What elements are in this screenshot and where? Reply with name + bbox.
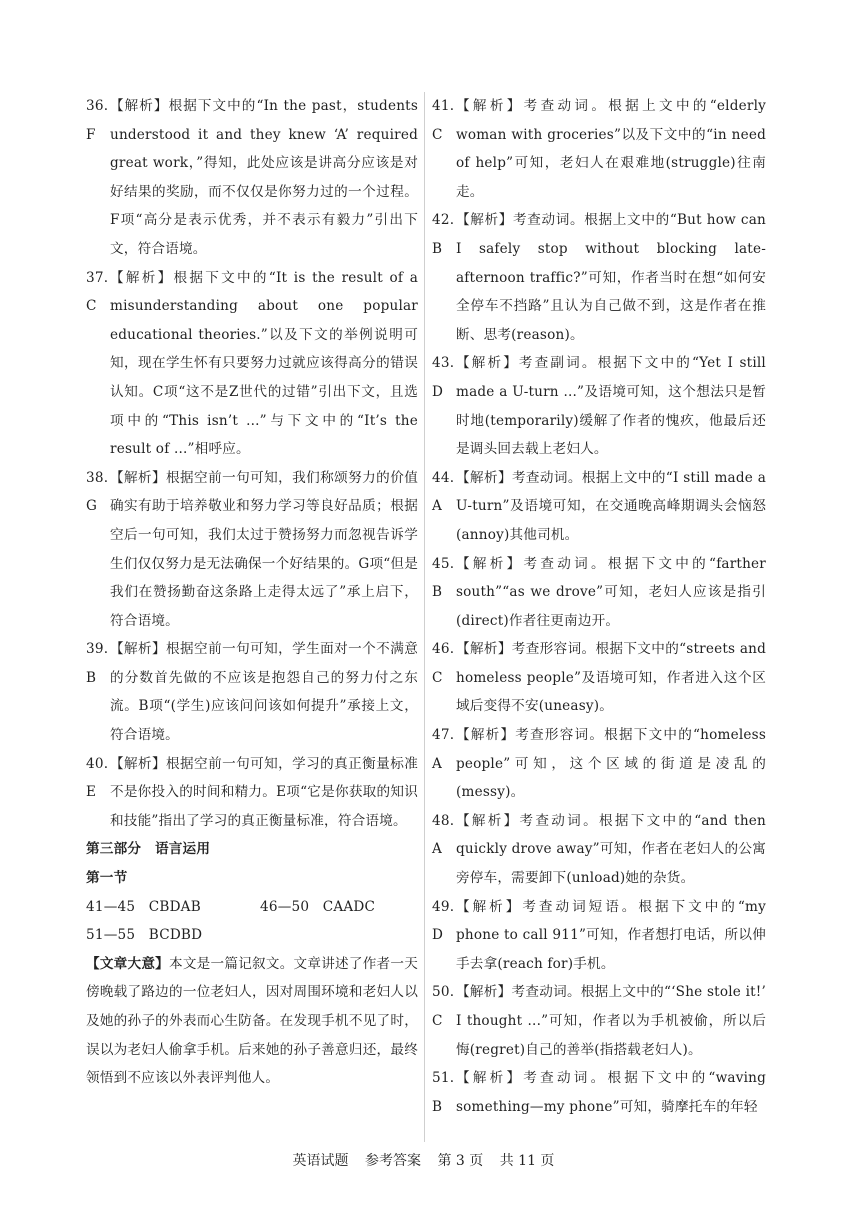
answer-range: 41—45 — [86, 898, 136, 915]
item-number: 51. B — [432, 1070, 455, 1115]
item-number: 36. F — [86, 98, 109, 143]
answer-range: 51—55 — [86, 927, 136, 944]
item-text: 【解析】根据空前一句可知，我们称颂努力的价值确实有助于培养敬业和努力学习等良好品质；根据空后一句可知，我们太过于赞扬努力而忽视告诉学生们仅仅努力是无法确保一个好结果的。G项“但是我们在赞扬勤奋这条路上走得太远了”承上启下，符合语境。 — [110, 469, 418, 629]
answer-item-36 — [86, 92, 418, 264]
answer-item-37 — [86, 264, 418, 464]
item-text: 【解析】考查动词。根据上文中的“I still made a U-turn”及语境可知，在交通晚高峰期调头会恼怒(annoy)其他司机。 — [456, 469, 766, 543]
item-number: 48. A — [432, 812, 455, 858]
summary-label: 【文章大意】 — [86, 955, 170, 972]
answer-item-51 — [432, 1064, 766, 1121]
item-number: 49. D — [432, 898, 455, 944]
answer-item-39 — [86, 635, 418, 749]
item-text: 【解析】考查动词短语。根据下文中的“my phone to call 911”可知，作者想打电话，所以伸手去拿(reach for)手机。 — [456, 898, 766, 972]
footer-subject: 英语试题 — [292, 1153, 349, 1169]
footer-page-number: 第 3 页 — [437, 1153, 484, 1169]
answer-group — [86, 893, 260, 922]
item-text: 【解析】根据空前一句可知，学习的真正衡量标准不是你投入的时间和精力。E项“它是你获取的知识和技能”指出了学习的真正衡量标准，符合语境。 — [110, 755, 418, 829]
item-number: 40. E — [86, 755, 109, 801]
item-number: 41. C — [432, 98, 455, 143]
footer-doc-type: 参考答案 — [365, 1153, 421, 1169]
page-footer — [0, 1150, 847, 1170]
answer-item-44 — [432, 464, 766, 550]
answer-item-49 — [432, 893, 766, 979]
footer-page-total: 共 11 页 — [499, 1153, 555, 1169]
item-number: 47. A — [432, 727, 455, 772]
item-text: 【解析】考查形容词。根据下文中的“homeless people”可知，这个区域的街道是凌乱的(messy)。 — [456, 727, 766, 801]
answer-value: BCDBD — [148, 927, 203, 944]
right-column — [432, 92, 766, 1121]
section-title: 第一节 — [86, 870, 128, 887]
item-number: 42. B — [432, 212, 455, 257]
answer-item-42 — [432, 206, 766, 349]
answer-item-48 — [432, 807, 766, 893]
answer-item-41 — [432, 92, 766, 206]
answer-item-40 — [86, 750, 418, 836]
item-text: 【解析】根据空前一句可知，学生面对一个不满意的分数首先做的不应该是抱怨自己的努力付之东流。B项“(学生)应该问问该如何提升”承接上文，符合语境。 — [110, 641, 418, 744]
answer-item-50 — [432, 978, 766, 1064]
item-number: 45. B — [432, 555, 455, 601]
part-title: 第三部分 语言运用 — [86, 841, 211, 858]
column-divider — [424, 92, 425, 1142]
item-text: 【解析】考查动词。根据上文中的“elderly woman with groceries”以及下文中的“in need of help”可知，老妇人在艰难地(struggle)往南走。 — [456, 98, 766, 200]
item-number: 37. C — [86, 269, 109, 315]
item-number: 44. A — [432, 469, 455, 515]
item-number: 43. D — [432, 355, 455, 400]
item-text: 【解析】考查副词。根据下文中的“Yet I still made a U-turn ...”及语境可知，这个想法只是暂时地(temporarily)缓解了作者的愧疚，他最后还是调头回去载上老妇人。 — [456, 355, 766, 458]
item-text: 【解析】考查动词。根据上文中的“But how can I safely stop without blocking late-afternoon traffic?”可知，作者当时在想“如何安全停车不挡路”且认为自己做不到，这是作者在推断、思考(reason)。 — [456, 212, 766, 343]
answer-item-47 — [432, 721, 766, 807]
item-number: 39. B — [86, 641, 109, 686]
item-number: 46. C — [432, 641, 455, 686]
item-text: 【解析】考查动词。根据下文中的“and then quickly drove away”可知，作者在老妇人的公寓旁停车，需要卸下(unload)她的杂货。 — [456, 812, 766, 887]
item-text: 【解析】考查动词。根据上文中的“‘She stole it!’ I thought ...”可知，作者以为手机被偷，所以后悔(regret)自己的善举(指搭载老妇人)。 — [456, 984, 766, 1058]
answer-item-46 — [432, 635, 766, 721]
item-text: 【解析】根据下文中的“It is the result of a misunderstanding about one popular educational theories.”以及下文的举例说明可知，现在学生怀有只要努力过就应该得高分的错误认知。C项“这不是Z世代的过错”引出下文，且选项中的“This isn’t ...”与下文中的“It’s the result of ...”相呼应。 — [110, 269, 418, 458]
answer-value: CBDAB — [148, 898, 201, 915]
item-text: 【解析】考查形容词。根据下文中的“streets and homeless people”及语境可知，作者进入这个区域后变得不安(uneasy)。 — [456, 641, 766, 715]
answer-key-row — [86, 921, 418, 950]
article-summary — [86, 950, 418, 1093]
answer-item-38 — [86, 464, 418, 636]
answer-key-row — [86, 893, 418, 922]
item-number: 50. C — [432, 984, 455, 1029]
answer-group — [260, 893, 375, 922]
item-text: 【解析】考查动词。根据下文中的“waving something—my phone”可知，骑摩托车的年轻 — [456, 1070, 766, 1115]
answer-value: CAADC — [322, 898, 376, 915]
left-column — [86, 92, 418, 1093]
answer-item-45 — [432, 550, 766, 636]
item-number: 38. G — [86, 469, 109, 515]
item-text: 【解析】根据下文中的“In the past，students understood it and they knew ‘A’ required great work，”得知，此处应该是讲高分应该是对好结果的奖励，而不仅仅是你努力过的一个过程。F项“高分是表示优秀，并不表示有毅力”引出下文，符合语境。 — [110, 98, 418, 257]
answer-group — [86, 921, 202, 950]
answer-item-43 — [432, 349, 766, 463]
item-text: 【解析】考查动词。根据下文中的“farther south”“as we drove”可知，老妇人应该是指引(direct)作者往更南边开。 — [456, 555, 766, 629]
summary-text: 本文是一篇记叙文。文章讲述了作者一天傍晚载了路边的一位老妇人，因对周围环境和老妇人以及她的孙子的外表而心生防备。在发现手机不见了时，误以为老妇人偷拿手机。后来她的孙子善意归还，最终领悟到不应该以外表评判他人。 — [86, 955, 418, 1087]
answer-range: 46—50 — [260, 898, 310, 915]
